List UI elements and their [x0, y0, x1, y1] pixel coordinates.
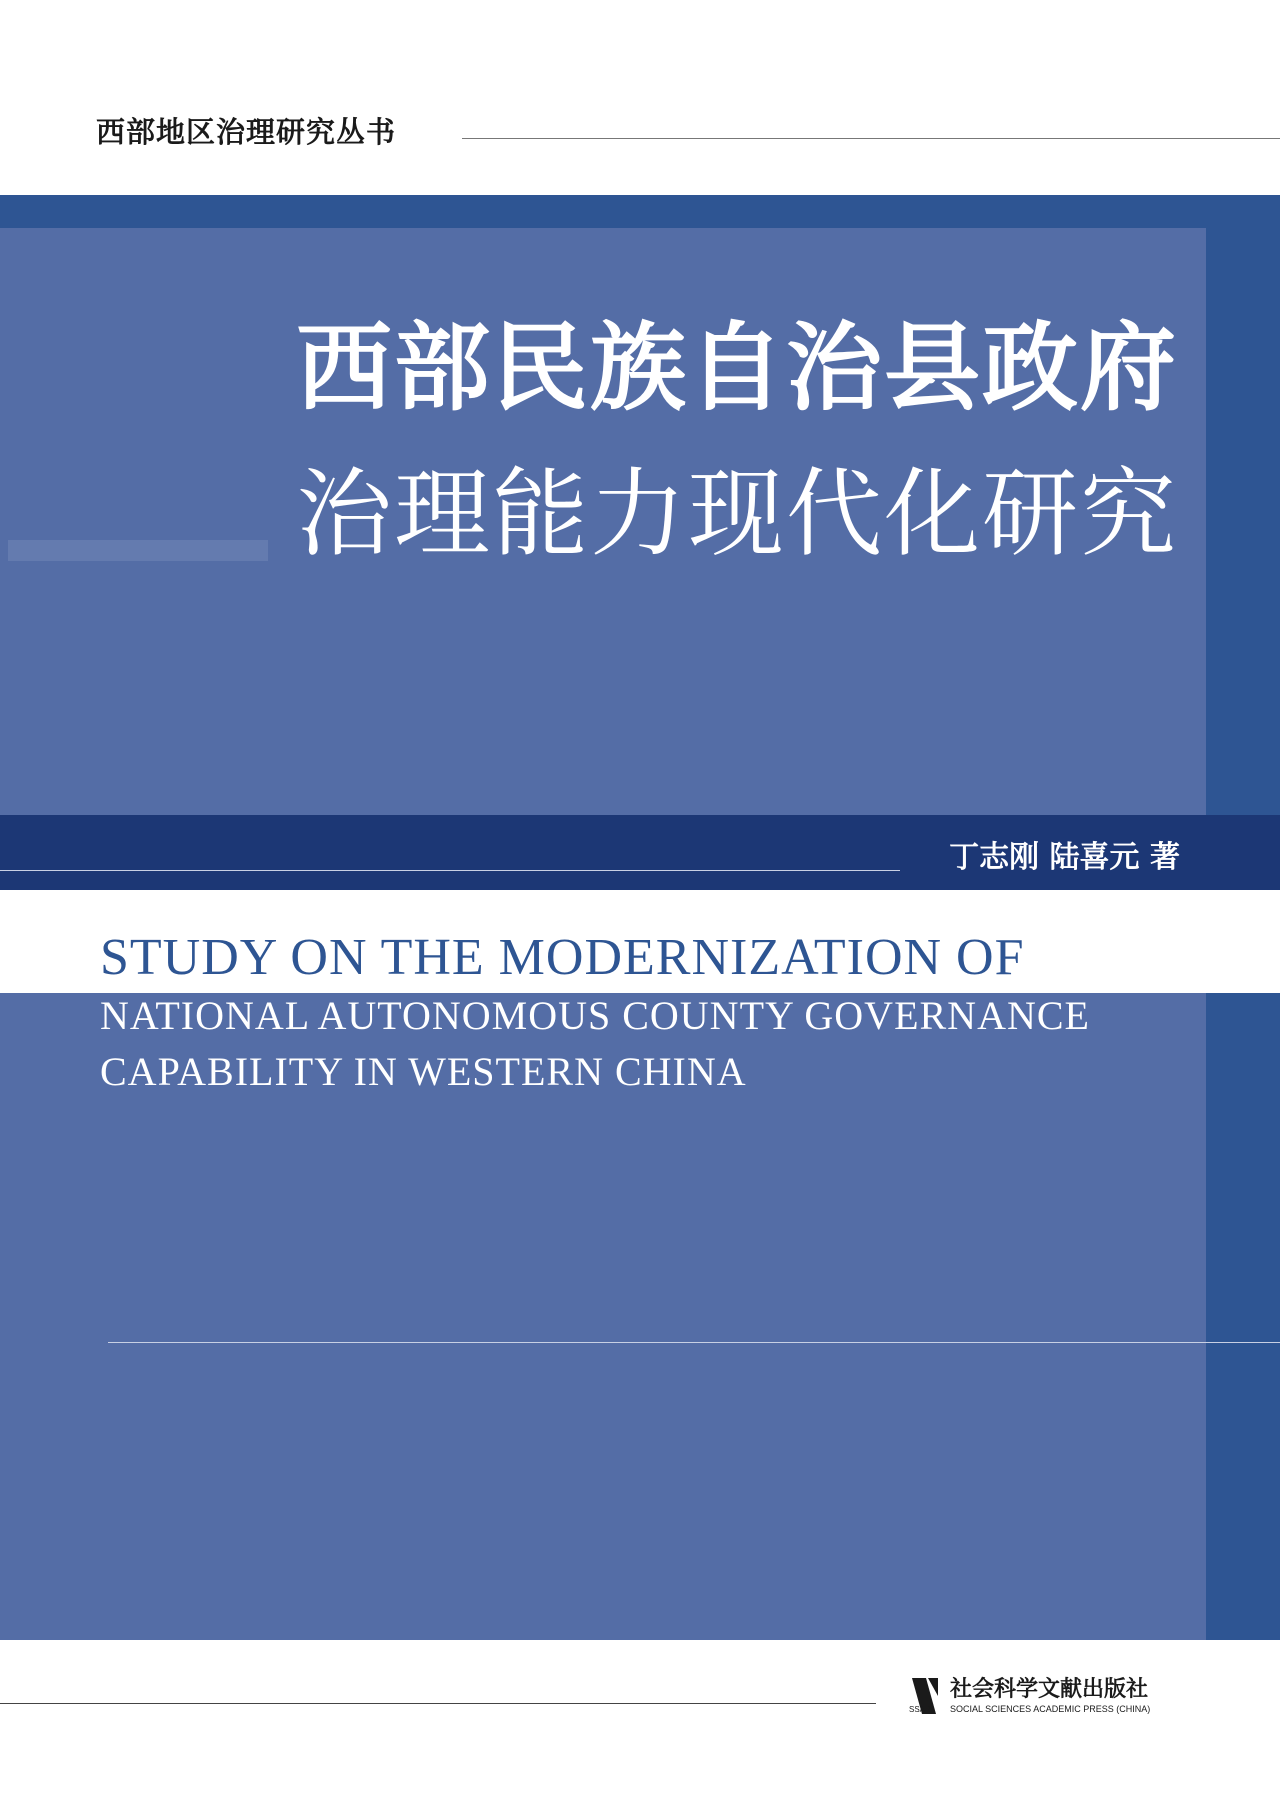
publisher-logo-icon — [906, 1676, 944, 1716]
panel-divider — [108, 1342, 1280, 1343]
book-title-line-1: 西部民族自治县政府 — [296, 311, 1178, 424]
english-title-line-3: CAPABILITY IN WESTERN CHINA — [100, 1049, 747, 1094]
english-title-line-2: NATIONAL AUTONOMOUS COUNTY GOVERNANCE — [100, 993, 1090, 1038]
publisher-name-en: SOCIAL SCIENCES ACADEMIC PRESS (CHINA) — [950, 1704, 1151, 1714]
book-authors: 丁志刚 陆喜元 著 — [949, 840, 1180, 875]
bottom-divider — [0, 1703, 876, 1704]
publisher-name-cn: 社会科学文献出版社 — [950, 1677, 1149, 1702]
top-divider — [462, 138, 1280, 139]
series-title: 西部地区治理研究丛书 — [96, 115, 397, 149]
publisher-logo-text: SSAP — [909, 1705, 931, 1714]
book-title-line-2: 治理能力现代化研究 — [296, 458, 1178, 570]
english-title-line-1: STUDY ON THE MODERNIZATION OF — [100, 929, 1025, 986]
